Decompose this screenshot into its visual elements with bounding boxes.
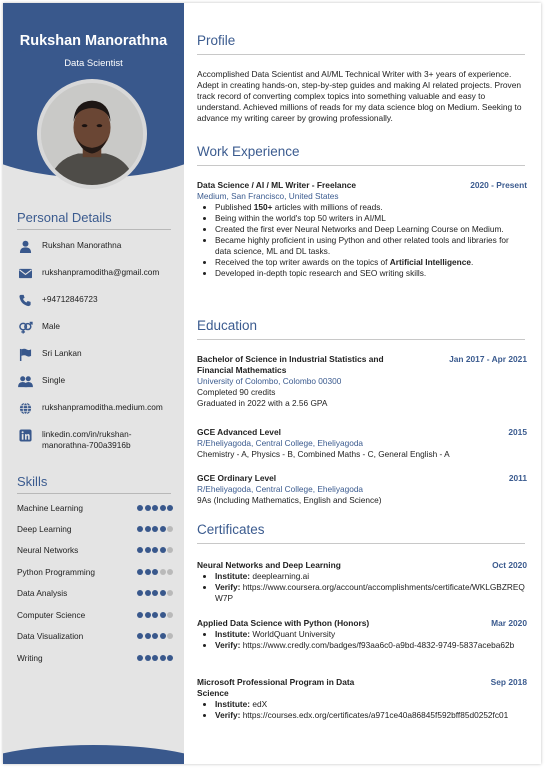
- skill-name: Computer Science: [17, 610, 86, 620]
- rating-dot-filled: [160, 612, 166, 618]
- education-heading: Education: [197, 318, 258, 333]
- rating-dot-filled: [145, 569, 151, 575]
- personal-detail-text: rukshanpramoditha.medium.com: [42, 402, 163, 412]
- personal-detail-text: [42, 428, 131, 451]
- education-date: 2015: [508, 427, 527, 437]
- flag-icon: [17, 347, 33, 361]
- rating-dot-filled: [152, 590, 158, 596]
- skill-rating: [136, 612, 174, 618]
- person-icon: [17, 239, 33, 253]
- job-title: Data Science / AI / ML Writer - Freelance: [197, 180, 357, 190]
- rating-dot-filled: [152, 526, 158, 532]
- skill-rating: [136, 526, 174, 532]
- personal-detail-linkedin[interactable]: [17, 428, 177, 451]
- personal-detail-gender: [17, 320, 177, 334]
- education-title: GCE Advanced Level: [197, 427, 281, 437]
- education-title: Bachelor of Science in Industrial Statistics and Financial Mathematics: [197, 354, 384, 375]
- certificate-entry: [197, 677, 527, 721]
- education-title: GCE Ordinary Level: [197, 473, 277, 483]
- personal-detail-text: +94712846723: [42, 294, 98, 304]
- rating-dot-filled: [145, 655, 151, 661]
- skills-heading: Skills: [17, 474, 48, 489]
- certificate-title: Neural Networks and Deep Learning: [197, 560, 341, 570]
- certificate-details: [197, 699, 527, 721]
- skill-rating: [136, 655, 174, 661]
- rating-dot-empty: [167, 526, 173, 532]
- skill-rating: [136, 590, 174, 596]
- skills-divider: [17, 493, 171, 494]
- education-detail: Chemistry - A, Physics - B, Combined Maths - C, General English - A: [197, 449, 450, 459]
- skill-name: Machine Learning: [17, 503, 83, 513]
- rating-dot-filled: [160, 590, 166, 596]
- rating-dot-filled: [145, 526, 151, 532]
- certificates-divider: [197, 543, 525, 544]
- personal-detail-name: [17, 239, 177, 253]
- sidebar: [3, 3, 184, 764]
- rating-dot-filled: [145, 633, 151, 639]
- personal-detail-text: Male: [42, 321, 60, 331]
- job-bullet: • Being within the world's top 50 writers in AI/ML: [215, 213, 527, 224]
- resume-page: [3, 3, 541, 764]
- rating-dot-filled: [145, 590, 151, 596]
- certificate-verify[interactable]: • Verify: https://www.coursera.org/account/accomplishments/certificate/WKLGBZREQW7P: [215, 582, 527, 604]
- education-entry: [197, 354, 527, 409]
- rating-dot-empty: [160, 569, 166, 575]
- linkedin-line-2: manorathna-700a3916b: [42, 440, 131, 450]
- personal-detail-text: Rukshan Manorathna: [42, 240, 122, 250]
- job-bullets: [197, 202, 527, 279]
- rating-dot-empty: [167, 612, 173, 618]
- certificate-date: Sep 2018: [490, 677, 527, 687]
- rating-dot-filled: [152, 633, 158, 639]
- linkedin-icon: [17, 428, 33, 442]
- phone-icon: [17, 293, 33, 307]
- skill-row: [17, 503, 173, 515]
- skill-name: Deep Learning: [17, 524, 72, 534]
- rating-dot-filled: [137, 612, 143, 618]
- email-icon: [17, 266, 33, 280]
- rating-dot-empty: [167, 590, 173, 596]
- job-entry: [197, 180, 527, 279]
- certificate-institute: • Institute: edX: [215, 699, 527, 710]
- education-institution: University of Colombo, Colombo 00300: [197, 376, 342, 386]
- education-divider: [197, 339, 525, 340]
- personal-detail-website[interactable]: [17, 401, 177, 415]
- skill-row: [17, 653, 173, 665]
- rating-dot-filled: [137, 547, 143, 553]
- personal-detail-marital-status: [17, 374, 177, 388]
- personal-detail-text: rukshanpramoditha@gmail.com: [42, 267, 160, 277]
- people-icon: [17, 374, 33, 388]
- certificate-details: [197, 571, 527, 604]
- rating-dot-filled: [152, 505, 158, 511]
- certificate-verify[interactable]: • Verify: https://courses.edx.org/certificates/a971ce40a86845f592bff85d0252fc01: [215, 710, 527, 721]
- certificate-title: Microsoft Professional Program in Data Science: [197, 677, 355, 698]
- main-content: [184, 3, 541, 764]
- job-bullet: • Received the top writer awards on the topics of Artificial Intelligence.: [215, 257, 527, 268]
- education-entry: [197, 473, 527, 506]
- avatar: [37, 79, 147, 189]
- rating-dot-filled: [167, 655, 173, 661]
- skill-name: Data Analysis: [17, 588, 68, 598]
- profile-divider: [197, 54, 525, 55]
- job-location: Medium, San Francisco, United States: [197, 191, 339, 201]
- rating-dot-empty: [167, 547, 173, 553]
- job-bullet: • Published 150+ articles with millions of reads.: [215, 202, 527, 213]
- skill-rating: [136, 547, 174, 553]
- certificate-date: Oct 2020: [492, 560, 527, 570]
- certificate-verify[interactable]: • Verify: https://www.credly.com/badges/f93aa6c0-a9bd-4832-9749-5837aceba62b: [215, 640, 527, 651]
- profile-heading: Profile: [197, 33, 236, 48]
- skill-rating: [136, 505, 174, 511]
- skill-row: [17, 631, 173, 643]
- rating-dot-filled: [152, 547, 158, 553]
- rating-dot-filled: [160, 655, 166, 661]
- certificate-entry: [197, 560, 527, 604]
- rating-dot-empty: [167, 633, 173, 639]
- skill-row: [17, 567, 173, 579]
- rating-dot-filled: [137, 569, 143, 575]
- skill-rating: [136, 569, 174, 575]
- skill-name: Data Visualization: [17, 631, 84, 641]
- rating-dot-filled: [160, 633, 166, 639]
- experience-heading: Work Experience: [197, 144, 300, 159]
- rating-dot-filled: [167, 505, 173, 511]
- rating-dot-filled: [152, 569, 158, 575]
- personal-details-divider: [17, 229, 171, 230]
- gender-icon: [17, 320, 33, 334]
- education-entry: [197, 427, 527, 460]
- certificate-title: Applied Data Science with Python (Honors): [197, 618, 370, 628]
- globe-icon: [17, 401, 33, 415]
- job-bullet: • Developed in-depth topic research and SEO writing skills.: [215, 268, 527, 279]
- education-institution: R/Eheliyagoda, Central College, Eheliyagoda: [197, 484, 364, 494]
- rating-dot-empty: [167, 569, 173, 575]
- person-name: Rukshan Manorathna: [19, 33, 168, 49]
- rating-dot-filled: [137, 633, 143, 639]
- education-date: 2011: [508, 473, 527, 483]
- job-date: 2020 - Present: [470, 180, 527, 190]
- job-bullet: • Created the first ever Neural Networks and Deep Learning Course on Medium.: [215, 224, 527, 235]
- rating-dot-filled: [145, 505, 151, 511]
- personal-detail-text: Single: [42, 375, 66, 385]
- skill-name: Python Programming: [17, 567, 95, 577]
- rating-dot-filled: [152, 655, 158, 661]
- rating-dot-filled: [160, 526, 166, 532]
- person-title: Data Scientist: [64, 58, 123, 69]
- education-date: Jan 2017 - Apr 2021: [449, 354, 527, 364]
- certificate-institute: • Institute: deeplearning.ai: [215, 571, 527, 582]
- profile-summary: Accomplished Data Scientist and AI/ML Technical Writer with 3+ years of experience. Adept in creating hands-on, step-by-step guides and making AI related projects. Proven track record of converting complex topics into something valuable and easy to understand. Achieved millions of reads for my data science blog on Medium. Seeking to advance my writing career by growing professionally.: [197, 69, 522, 123]
- rating-dot-filled: [145, 612, 151, 618]
- skill-row: [17, 524, 173, 536]
- rating-dot-filled: [160, 547, 166, 553]
- skill-row: [17, 588, 173, 600]
- education-detail: Completed 90 credits: [197, 387, 276, 397]
- skill-row: [17, 545, 173, 557]
- personal-detail-phone: [17, 293, 177, 307]
- skill-name: Neural Networks: [17, 545, 79, 555]
- personal-detail-text: Sri Lankan: [42, 348, 82, 358]
- rating-dot-filled: [137, 590, 143, 596]
- skill-name: Writing: [17, 653, 43, 663]
- rating-dot-filled: [137, 505, 143, 511]
- rating-dot-filled: [152, 612, 158, 618]
- personal-detail-email[interactable]: [17, 266, 177, 280]
- personal-detail-nationality: [17, 347, 177, 361]
- rating-dot-filled: [160, 505, 166, 511]
- rating-dot-filled: [137, 655, 143, 661]
- education-detail: Graduated in 2022 with a 2.56 GPA: [197, 398, 328, 408]
- rating-dot-filled: [145, 547, 151, 553]
- job-bullet: • Became highly proficient in using Python and other related tools and libraries for data science, ML and DL tasks.: [215, 235, 527, 257]
- personal-details-heading: Personal Details: [17, 210, 112, 225]
- education-detail: 9As (Including Mathematics, English and Science): [197, 495, 382, 505]
- skill-row: [17, 610, 173, 622]
- certificate-date: Mar 2020: [491, 618, 527, 628]
- sidebar-footer-curve: [3, 745, 184, 764]
- certificate-entry: [197, 618, 527, 651]
- rating-dot-filled: [137, 526, 143, 532]
- linkedin-line-1: linkedin.com/in/rukshan-: [42, 429, 132, 439]
- avatar-portrait: [41, 83, 143, 185]
- skill-rating: [136, 633, 174, 639]
- education-institution: R/Eheliyagoda, Central College, Eheliyagoda: [197, 438, 364, 448]
- certificates-heading: Certificates: [197, 522, 265, 537]
- experience-divider: [197, 165, 525, 166]
- certificate-institute: • Institute: WorldQuant University: [215, 629, 527, 640]
- certificate-details: [197, 629, 527, 651]
